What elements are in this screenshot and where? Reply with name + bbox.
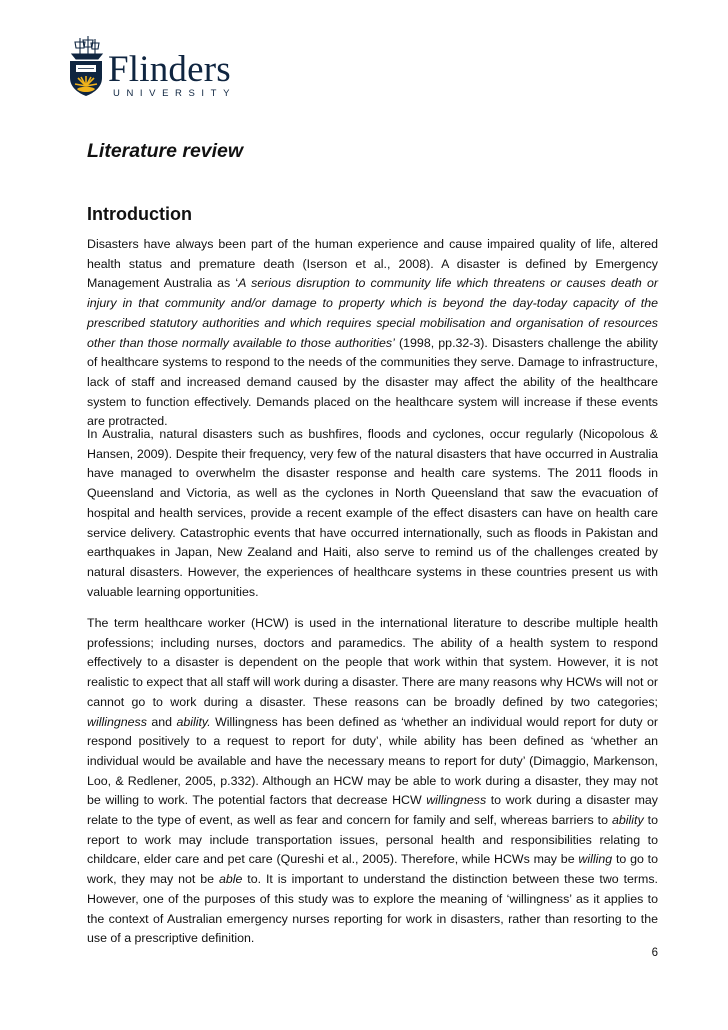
university-logo	[66, 34, 236, 100]
emphasis-text: willing	[578, 852, 613, 867]
emphasis-text: ability.	[176, 714, 211, 729]
paragraph-text: to report to work may include transportation issues, personal health and responsibilities relating to childcare, elder care and pet care (Qureshi et al., 2005). Therefore, while HCWs may be	[87, 813, 658, 867]
logo-subtitle: UNIVERSITY	[113, 88, 237, 99]
section-heading: Introduction	[87, 204, 192, 224]
emphasis-text: ability	[611, 813, 644, 828]
paragraph	[87, 235, 658, 432]
paragraph-text: and	[146, 714, 177, 729]
emphasis-text: A serious disruption to community life which threatens or causes death or injury in that community and/or damage to property which is beyond the day-today capacity of the prescribed statutory authorities and which requires special mobilisation and organisation of resources other than those normally available to those authorities’	[87, 276, 658, 350]
flinders-crest-icon	[66, 34, 106, 100]
paragraph-text: to work during a disaster may relate to the type of event, as well as fear and concern for family and self, whereas barriers to	[87, 793, 659, 828]
paragraph-text: to. It is important to understand the distinction between these two terms. However, one of the purposes of this study was to explore the meaning of ‘willingness’ as it applies to the context of Australian emergency nurses reporting for work in disasters, rather than resorting to the use of a prescriptive definition.	[87, 872, 658, 946]
paragraph	[87, 425, 658, 602]
logo-wordmark: Flinders	[108, 49, 231, 90]
emphasis-text: willingness	[426, 793, 487, 808]
paragraph-text: The term healthcare worker (HCW) is used in the international literature to describe multiple health professions; including nurses, doctors and paramedics. The ability of a health system to respond effectively to a disaster is dependent on the people that work within that system. However, it is not realistic to expect that all staff will work during a disaster. There are many reasons why HCWs will not or cannot go to work during a disaster. These reasons can be broadly defined by two categories;	[87, 616, 658, 709]
paragraph-text: to go to work, they may not be	[87, 852, 658, 887]
paragraph-text: Disasters have always been part of the human experience and cause impaired quality of life, altered health status and premature death (Iserson et al., 2008). A disaster is defined by Emergency Management Australia as ‘	[87, 237, 658, 291]
paragraph-text: In Australia, natural disasters such as bushfires, floods and cyclones, occur regularly (Nicopolous & Hansen, 2009). Despite their frequency, very few of the natural disasters that have occurred in Australia have managed to overwhelm the disaster response and health care systems. The 2011 floods in Queensland and Victoria, as well as the cyclones in North Queensland that saw the evacuation of hospital and health services, provide a recent example of the effect disasters can have on health care service delivery. Catastrophic events that have occurred internationally, such as floods in Pakistan and earthquakes in Japan, New Zealand and Haiti, also serve to remind us of the challenges created by natural disasters. However, the experiences of healthcare systems in these countries present us with valuable learning opportunities.	[87, 427, 658, 599]
paragraph	[87, 614, 658, 949]
page-number: 6	[651, 947, 658, 959]
paragraph-text: Willingness has been defined as ‘whether an individual would report for duty or respond positively to a request to report for duty’, while ability has been defined as ‘whether an individual would be available and have the necessary means to report for duty’ (Dimaggio, Markenson, Loo, & Redlener, 2005, p.332). Although an HCW may be able to work during a disaster, they may not be willing to work. The potential factors that decrease HCW	[87, 714, 658, 808]
page-title: Literature review	[87, 140, 244, 162]
emphasis-text: willingness	[87, 714, 147, 729]
paragraph-text: (1998, pp.32-3). Disasters challenge the ability of healthcare systems to respond to the needs of the communities they serve. Damage to infrastructure, lack of staff and increased demand caused by the disaster may affect the ability of the healthcare system to function effectively. Demands placed on the healthcare system will increase if these events are protracted.	[87, 335, 658, 429]
emphasis-text: able	[218, 872, 243, 887]
